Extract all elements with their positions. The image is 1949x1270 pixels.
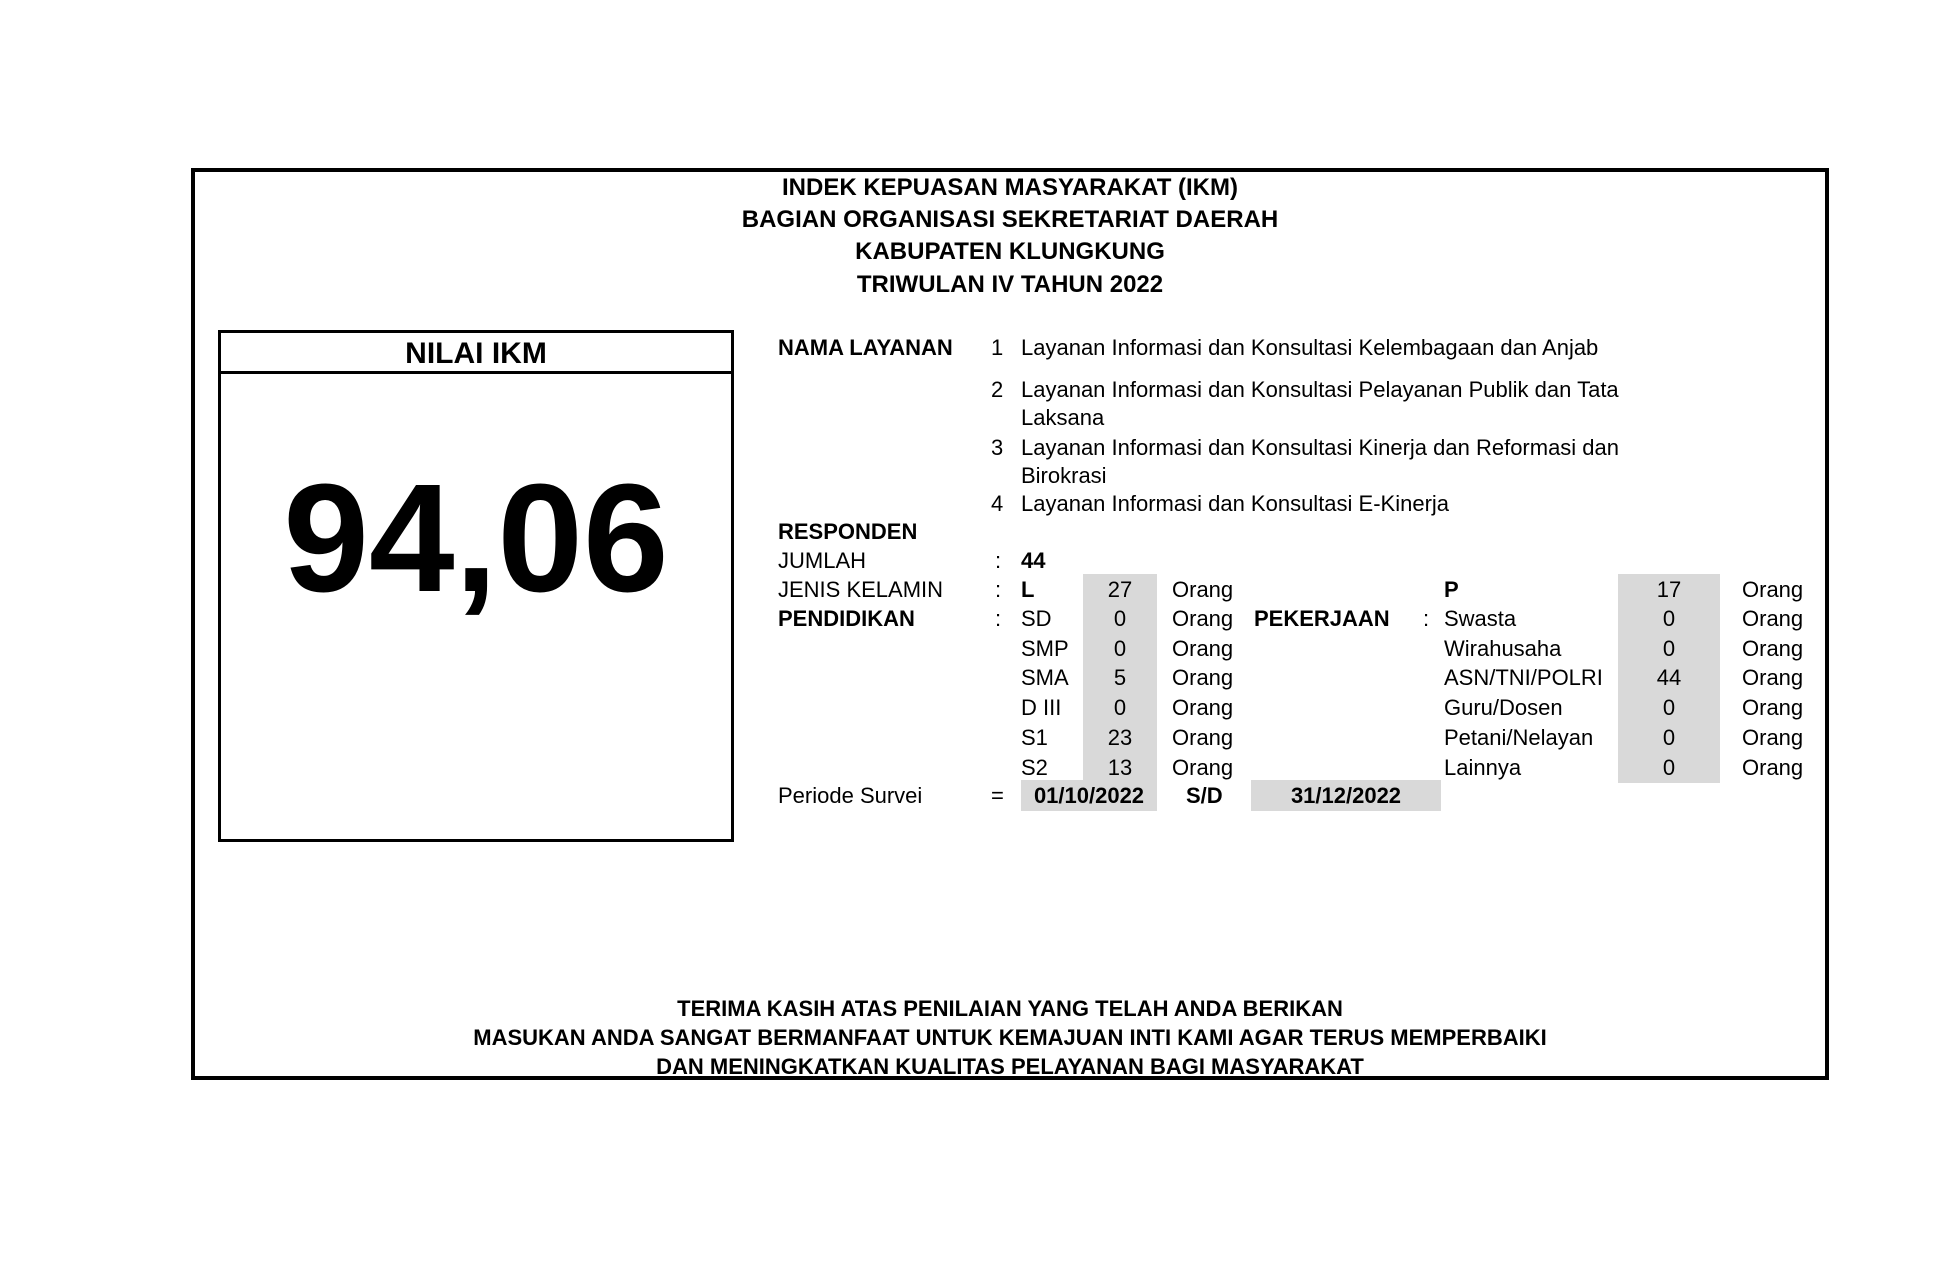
jumlah-colon: : <box>995 548 1002 573</box>
layanan-item-2-cont: Laksana <box>1021 405 1105 430</box>
periode-sd: S/D <box>1186 783 1223 808</box>
pendidikan-count: 0 <box>1113 695 1127 720</box>
pekerjaan-unit: Orang <box>1742 665 1804 690</box>
ikm-score-box <box>218 330 734 842</box>
layanan-label: NAMA LAYANAN <box>778 335 953 360</box>
pendidikan-level: SD <box>1021 606 1052 631</box>
pendidikan-count: 0 <box>1113 606 1127 631</box>
layanan-item-2: Layanan Informasi dan Konsultasi Pelayanan Publik dan Tata <box>1021 377 1619 402</box>
pendidikan-unit: Orang <box>1172 606 1234 631</box>
pekerjaan-colon: : <box>1423 606 1430 631</box>
pendidikan-unit: Orang <box>1172 725 1234 750</box>
layanan-item-3: Layanan Informasi dan Konsultasi Kinerja dan Reformasi dan <box>1021 435 1620 460</box>
periode-label: Periode Survei <box>778 783 923 808</box>
pekerjaan-count: 0 <box>1662 606 1676 631</box>
pekerjaan-job: Swasta <box>1444 606 1517 631</box>
pekerjaan-job: Petani/Nelayan <box>1444 725 1594 750</box>
jumlah-label: JUMLAH <box>778 548 867 573</box>
responden-label: RESPONDEN <box>778 519 918 544</box>
pekerjaan-job: Wirahusaha <box>1444 636 1562 661</box>
gender-l-unit: Orang <box>1172 577 1234 602</box>
periode-start: 01/10/2022 <box>1033 783 1145 808</box>
pendidikan-label: PENDIDIKAN <box>778 606 915 631</box>
footer-line-1: TERIMA KASIH ATAS PENILAIAN YANG TELAH ANDA BERIKAN <box>677 996 1343 1021</box>
pendidikan-count: 0 <box>1113 636 1127 661</box>
pekerjaan-unit: Orang <box>1742 725 1804 750</box>
gender-p-label: P <box>1444 577 1459 602</box>
layanan-no-4: 4 <box>991 491 1004 516</box>
header-line-1: INDEK KEPUASAN MASYARAKAT (IKM) <box>781 174 1238 201</box>
pendidikan-unit: Orang <box>1172 636 1234 661</box>
header-line-3: KABUPATEN KLUNGKUNG <box>855 238 1165 265</box>
layanan-no-2: 2 <box>991 377 1004 402</box>
pendidikan-level: SMP <box>1021 636 1069 661</box>
jenis-kelamin-label: JENIS KELAMIN <box>778 577 944 602</box>
jumlah-value: 44 <box>1021 548 1046 573</box>
pendidikan-count: 23 <box>1107 725 1133 750</box>
pekerjaan-count: 44 <box>1656 665 1682 690</box>
pendidikan-count: 5 <box>1113 665 1127 690</box>
ikm-title: NILAI IKM <box>221 333 731 374</box>
layanan-item-3-cont: Birokrasi <box>1021 463 1107 488</box>
pekerjaan-count: 0 <box>1662 755 1676 780</box>
pekerjaan-count: 0 <box>1662 695 1676 720</box>
footer-line-2: MASUKAN ANDA SANGAT BERMANFAAT UNTUK KEMAJUAN INTI KAMI AGAR TERUS MEMPERBAIKI <box>473 1025 1547 1050</box>
header-line-4: TRIWULAN IV TAHUN 2022 <box>856 271 1164 298</box>
periode-end: 31/12/2022 <box>1290 783 1402 808</box>
pekerjaan-count: 0 <box>1662 725 1676 750</box>
pekerjaan-count: 0 <box>1662 636 1676 661</box>
pendidikan-level: S2 <box>1021 755 1048 780</box>
pendidikan-unit: Orang <box>1172 755 1234 780</box>
pekerjaan-unit: Orang <box>1742 636 1804 661</box>
pendidikan-unit: Orang <box>1172 695 1234 720</box>
pendidikan-count: 13 <box>1107 755 1133 780</box>
gender-p-value: 17 <box>1656 577 1682 602</box>
pekerjaan-job: ASN/TNI/POLRI <box>1444 665 1603 690</box>
pekerjaan-job: Lainnya <box>1444 755 1522 780</box>
pendidikan-level: SMA <box>1021 665 1069 690</box>
pendidikan-level: S1 <box>1021 725 1048 750</box>
gender-l-value: 27 <box>1107 577 1133 602</box>
layanan-item-1: Layanan Informasi dan Konsultasi Kelembagaan dan Anjab <box>1021 335 1599 360</box>
pendidikan-colon: : <box>995 606 1002 631</box>
periode-equals: = <box>991 783 1004 808</box>
pekerjaan-job: Guru/Dosen <box>1444 695 1563 720</box>
ikm-value: 94,06 <box>283 452 669 624</box>
jenis-kelamin-colon: : <box>995 577 1002 602</box>
layanan-item-4: Layanan Informasi dan Konsultasi E-Kinerja <box>1021 491 1450 516</box>
layanan-no-3: 3 <box>991 435 1004 460</box>
pekerjaan-unit: Orang <box>1742 606 1804 631</box>
header-line-2: BAGIAN ORGANISASI SEKRETARIAT DAERAH <box>741 206 1279 233</box>
pekerjaan-unit: Orang <box>1742 755 1804 780</box>
footer-line-3: DAN MENINGKATKAN KUALITAS PELAYANAN BAGI MASYARAKAT <box>656 1054 1364 1079</box>
pekerjaan-unit: Orang <box>1742 695 1804 720</box>
gender-l-label: L <box>1021 577 1035 602</box>
pendidikan-unit: Orang <box>1172 665 1234 690</box>
pendidikan-level: D III <box>1021 695 1062 720</box>
pekerjaan-label: PEKERJAAN <box>1254 606 1390 631</box>
layanan-no-1: 1 <box>991 335 1004 360</box>
gender-p-unit: Orang <box>1742 577 1804 602</box>
